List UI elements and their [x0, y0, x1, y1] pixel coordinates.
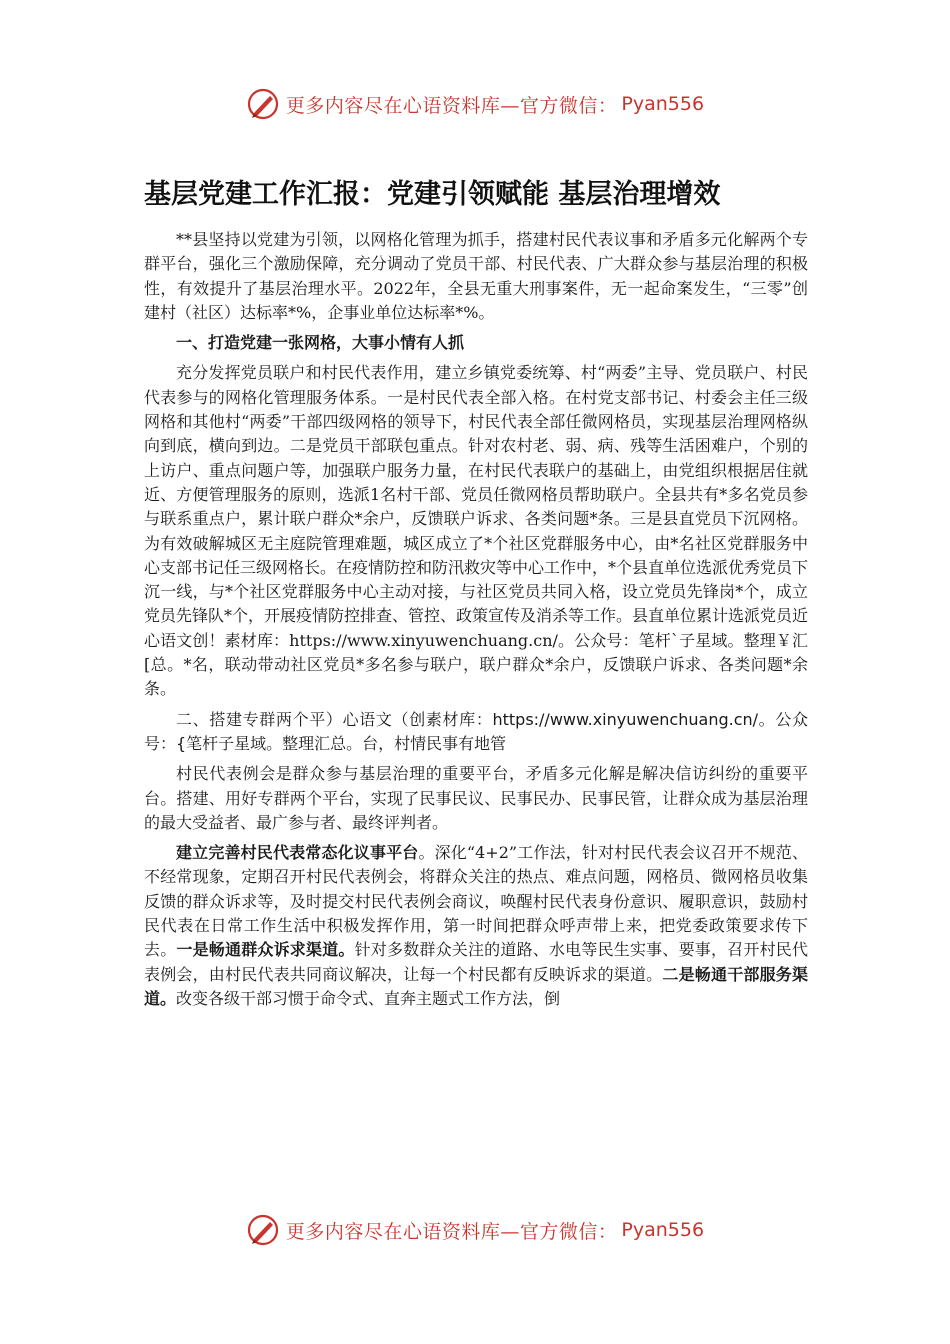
footer-banner: [0, 1210, 950, 1250]
section-heading-1: 一、打造党建一张网格，大事小情有人抓: [176, 333, 465, 353]
banner-text: 更多内容尽在心语资料库—官方微信：: [285, 94, 618, 117]
banner-wechat-id: Pyan556: [621, 93, 705, 115]
intro-paragraph: **县坚持以党建为引领，以网格化管理为抓手，搭建村民代表议事和矛盾多元化解两个专群平台，强化三个激励保障，充分调动了党员干部、村民代表、广大群众参与基层治理的积极性，有效提升了基层治理水平。2022年，全县无重大刑事案件，无一起命案发生，“三零”创建村（社区）达标率*%，企事业单位达标率*%。: [144, 230, 808, 322]
subheading-channel-1: 一是畅通群众诉求渠道。: [176, 940, 355, 960]
subheading-platform: 建立完善村民代表常态化议事平台: [176, 843, 419, 863]
channel-2-text: 改变各级干部习惯于命令式、直奔主题式工作方法，倒: [176, 988, 561, 1008]
subheading-channel-2: 二是畅通干部服务渠道。: [144, 964, 808, 1008]
channel-1-text: 针对多数群众关注的道路、水电等民生实事、要事，召开村民代表例会，由村民代表共同商议解决，让每一个村民都有反映诉求的渠道。: [144, 940, 808, 984]
section-1-paragraph: 充分发挥党员联户和村民代表作用，建立乡镇党委统筹、村“两委”主导、党员联户、村民代表参与的网格化管理服务体系。一是村民代表全部入格。在村党支部书记、村委会主任三级网格和其他村“两委”干部四级网格的领导下，村民代表全部任微网格员，实现基层治理网格纵向到底，横向到边。二是党员干部联包重点。针对农村老、弱、病、残等生活困难户，个别的上访户、重点问题户等，加强联户服务力量，在村民代表联户的基础上，由党组织根据居住就近、方便管理服务的原则，选派1名村干部、党员任微网格员帮助联户。全县共有*多名党员参与联系重点户，累计联户群众*余户，反馈联户诉求、各类问题*条。三是县直党员下沉网格。为有效破解城区无主庭院管理难题，城区成立了*个社区党群服务中心，由*名社区党群服务中心支部书记任三级网格长。在疫情防控和防汛救灾等中心工作中，*个县直单位选派优秀党员下沉一线，与*个社区党群服务中心主动对接，与社区党员共同入格，设立党员先锋岗*个，成立党员先锋队*个，开展疫情防控排查、管控、政策宣传及消杀等工作。县直单位累计选派党员近心语文创！素材库：https://www.xinyuwenchuang.cn/。公众号：笔杆`子星域。整理￥汇[总。*名，联动带动社区党员*多名参与联户，联户群众*余户，反馈联户诉求、各类问题*余条。: [144, 363, 809, 699]
document-body: [144, 228, 808, 1017]
header-banner: [0, 84, 950, 124]
page-title: 基层党建工作汇报：党建引领赋能 基层治理增效: [144, 179, 721, 210]
section-2-subparagraph: [144, 841, 808, 1011]
pen-logo-icon: [246, 87, 280, 121]
banner-wechat-id: Pyan556: [621, 1219, 705, 1241]
section-heading-2: 二、搭建专群两个平）心语文（创素材库：https://www.xinyuwenchuang.cn/。公众号：{笔杆子星域。整理汇总。台，村情民事有地管: [144, 709, 808, 753]
pen-logo-icon: [246, 1213, 280, 1247]
platform-text: 。深化“4+2”工作法，针对村民代表会议召开不规范、不经常现象，定期召开村民代表例会，将群众关注的热点、难点问题，网格员、微网格员收集反馈的群众诉求等，及时提交村民代表例会商议，唤醒村民代表身份意识、履职意识，鼓励村民代表在日常工作生活中积极发挥作用，第一时间把群众呼声带上来，把党委政策要求传下去。: [144, 843, 808, 960]
banner-text: 更多内容尽在心语资料库—官方微信：: [285, 1220, 618, 1243]
section-2-paragraph: 村民代表例会是群众参与基层治理的重要平台，矛盾多元化解是解决信访纠纷的重要平台。搭建、用好专群两个平台，实现了民事民议、民事民办、民事民管，让群众成为基层治理的最大受益者、最广参与者、最终评判者。: [144, 764, 808, 832]
